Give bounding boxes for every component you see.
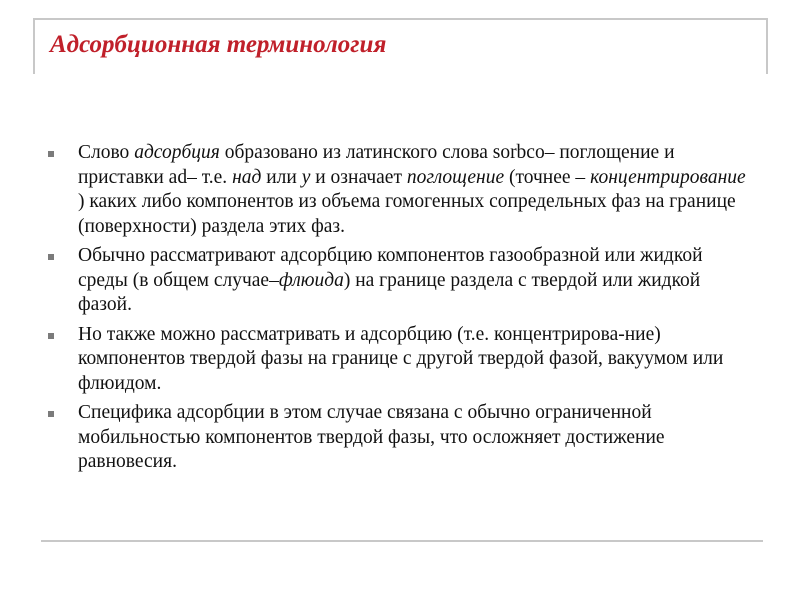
frame-bottom-line: [41, 540, 763, 542]
frame-left-line: [33, 18, 35, 74]
bullet-square-icon: [48, 411, 54, 417]
bullet-item: Слово адсорбция образовано из латинского слова sorbco– поглощение и приставки ad– т.е. над или у и означает поглощение (точнее – концентрирование ) каких либо компонентов из объема гомогенных сопредельных фаз на границе (поверхности) раздела этих фаз.: [48, 141, 753, 239]
frame-top-line: [33, 18, 768, 20]
bullet-square-icon: [48, 151, 54, 157]
bullet-item: Специфика адсорбции в этом случае связана с обычно ограниченной мобильностью компонентов твердой фазы, что осложняет достижение равновесия.: [48, 401, 753, 475]
bullet-list: [48, 141, 753, 480]
bullet-item: Обычно рассматривают адсорбцию компонентов газообразной или жидкой среды (в общем случае–флюида) на границе раздела с твердой или жидкой фазой.: [48, 244, 753, 318]
frame-right-line: [766, 18, 768, 74]
bullet-square-icon: [48, 333, 54, 339]
bullet-square-icon: [48, 254, 54, 260]
slide-title: Адсорбционная терминология: [50, 31, 387, 58]
bullet-item: Но также можно рассматривать и адсорбцию (т.е. концентрирова-ние) компонентов твердой фазы на границе с другой твердой фазой, вакуумом или флюидом.: [48, 323, 753, 397]
